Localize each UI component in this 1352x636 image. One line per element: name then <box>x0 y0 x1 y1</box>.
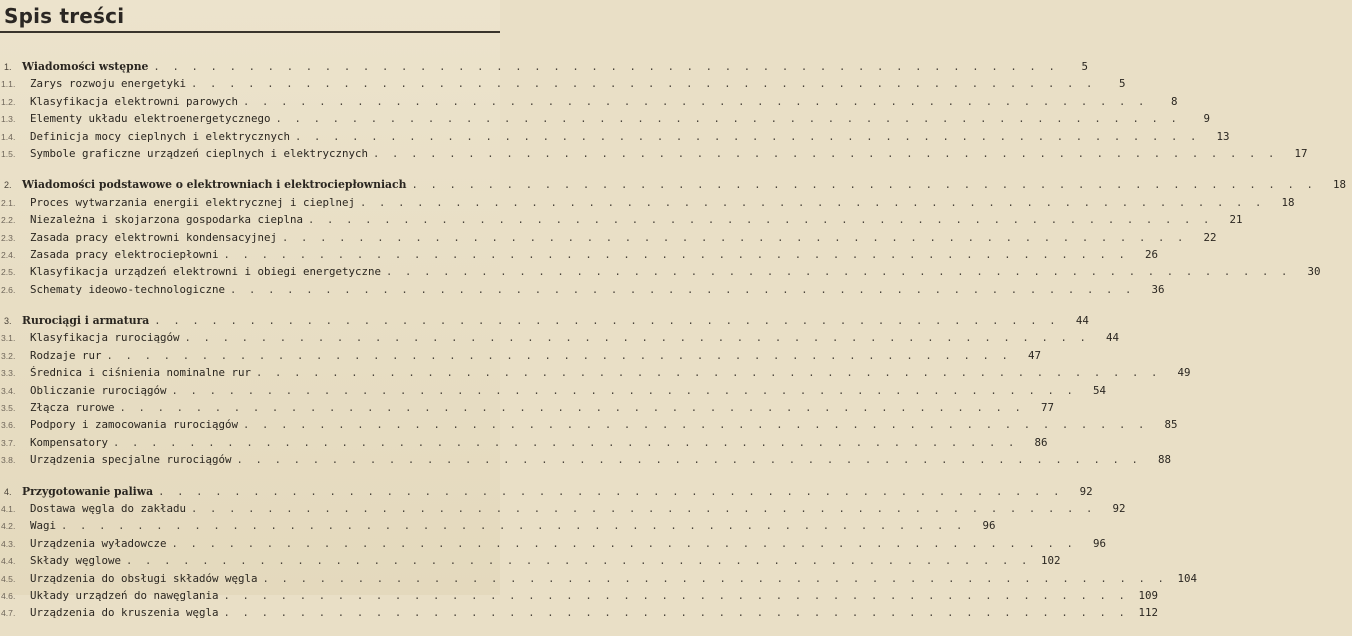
toc-chapter <box>0 58 1308 162</box>
toc-subsection-row <box>0 145 1308 162</box>
page-number: 9 <box>1203 112 1211 126</box>
subsection-number: 3.2. <box>1 350 16 361</box>
toc-subsection-row <box>0 517 996 534</box>
toc-chapter-row <box>0 58 1088 75</box>
toc-subsection-row <box>0 194 1295 211</box>
title-rule <box>0 31 500 33</box>
subsection-title: Zasada pracy elektrowni kondensacyjnej <box>30 230 278 244</box>
subsection-number: 1.4. <box>1 131 16 142</box>
page-number: 17 <box>1294 146 1308 160</box>
dot-leader: . . . . . . . . . . . . . . . . . . . . . . . . . . . . . . . . . . . . . . . . . . . . . . . . <box>230 283 1135 296</box>
subsection-title: Definicja mocy cieplnych i elektrycznych <box>30 129 291 143</box>
page-number: 30 <box>1307 265 1321 279</box>
toc-subsection-row <box>0 552 1061 569</box>
subsection-title: Symbole graficzne urządzeń cieplnych i elektrycznych <box>30 146 369 160</box>
toc-chapter <box>0 483 1198 622</box>
subsection-number: 2.1. <box>1 197 16 208</box>
toc-subsection-row <box>0 434 1048 451</box>
table-of-contents <box>0 58 1347 636</box>
dot-leader: . . . . . . . . . . . . . . . . . . . . . . . . . . . . . . . . . . . . . . . . . . . . . . . . <box>243 95 1148 108</box>
page-number: 109 <box>1138 588 1159 602</box>
subsection-number: 2.2. <box>1 215 16 226</box>
subsection-number: 4.3. <box>1 538 16 549</box>
subsection-number: 4.4. <box>1 556 16 567</box>
page-number: 88 <box>1158 453 1172 467</box>
subsection-title: Obliczanie rurociągów <box>30 383 167 397</box>
toc-subsection-row <box>0 211 1243 228</box>
dot-leader: . . . . . . . . . . . . . . . . . . . . . . . . . . . . . . . . . . . . . . . . . . . . . . . . <box>360 196 1265 209</box>
dot-leader: . . . . . . . . . . . . . . . . . . . . . . . . . . . . . . . . . . . . . . . . . . . . . . . . <box>282 231 1187 244</box>
subsection-title: Rodzaje rur <box>30 348 102 362</box>
chapter-title: Wiadomości wstępne <box>22 60 149 73</box>
page-number: 44 <box>1075 314 1089 328</box>
dot-leader: . . . . . . . . . . . . . . . . . . . . . . . . . . . . . . . . . . . . . . . . . . . . . . . . <box>119 402 1025 415</box>
subsection-number: 2.4. <box>1 249 16 260</box>
page-number: 5 <box>1081 60 1088 73</box>
toc-subsection-row <box>0 110 1211 127</box>
page-number: 26 <box>1145 247 1159 261</box>
dot-leader: . . . . . . . . . . . . . . . . . . . . . . . . . . . . . . . . . . . . . . . . . . . . . . . . <box>243 419 1148 432</box>
page-number: 18 <box>1281 195 1295 209</box>
subsection-number: 4.2. <box>1 521 16 532</box>
subsection-number: 3.7. <box>1 437 16 448</box>
subsection-title: Wagi <box>30 519 57 533</box>
subsection-title: Urządzenia do obsługi składów węgla <box>30 571 258 585</box>
subsection-title: Złącza rurowe <box>30 401 115 415</box>
toc-subsection-row <box>0 500 1126 517</box>
toc-subsection-row <box>0 281 1165 298</box>
subsection-number: 3.4. <box>1 385 16 396</box>
chapter-number: 2. <box>4 180 12 191</box>
subsection-number: 3.5. <box>1 403 16 414</box>
dot-leader: . . . . . . . . . . . . . . . . . . . . . . . . . . . . . . . . . . . . . . . . . . . . . . . . <box>171 537 1077 550</box>
dot-leader: . . . . . . . . . . . . . . . . . . . . . . . . . . . . . . . . . . . . . . . . . . . . . . . . <box>154 315 1059 328</box>
subsection-number: 4.6. <box>1 590 16 601</box>
dot-leader: . . . . . . . . . . . . . . . . . . . . . . . . . . . . . . . . . . . . . . . . . . . . . . . . <box>106 349 1012 362</box>
toc-subsection-row <box>0 570 1198 587</box>
chapter-title: Przygotowanie paliwa <box>22 484 154 498</box>
toc-subsection-row <box>0 399 1055 416</box>
subsection-title: Urządzenia wyładowcze <box>30 536 167 550</box>
dot-leader: . . . . . . . . . . . . . . . . . . . . . . . . . . . . . . . . . . . . . . . . . . . . . . . . <box>191 502 1096 515</box>
dot-leader: . . . . . . . . . . . . . . . . . . . . . . . . . . . . . . . . . . . . . . . . . . . . . . . . <box>184 332 1090 345</box>
toc-chapter <box>0 176 1347 298</box>
subsection-number: 3.6. <box>1 420 16 431</box>
dot-leader: . . . . . . . . . . . . . . . . . . . . . . . . . . . . . . . . . . . . . . . . . . . . . . . . <box>256 367 1161 380</box>
toc-chapter-row <box>0 312 1089 329</box>
subsection-number: 3.1. <box>1 333 16 344</box>
dot-leader: . . . . . . . . . . . . . . . . . . . . . . . . . . . . . . . . . . . . . . . . . . . . . . . . <box>411 179 1317 192</box>
subsection-number: 2.6. <box>1 284 16 295</box>
toc-chapter-row <box>0 176 1347 193</box>
toc-subsection-row <box>0 347 1042 364</box>
chapter-number: 3. <box>4 316 12 327</box>
page-number: 96 <box>1093 536 1107 550</box>
subsection-number: 2.3. <box>1 232 16 243</box>
page-number: 86 <box>1034 435 1048 449</box>
page-number: 102 <box>1041 554 1061 568</box>
subsection-title: Schematy ideowo-technologiczne <box>30 282 226 296</box>
chapter-number: 4. <box>4 486 12 497</box>
dot-leader: . . . . . . . . . . . . . . . . . . . . . . . . . . . . . . . . . . . . . . . . . . . . . . . . <box>126 555 1031 568</box>
toc-subsection-row <box>0 246 1159 263</box>
toc-subsection-row <box>0 382 1107 399</box>
page-number: 104 <box>1177 571 1198 585</box>
subsection-number: 4.1. <box>1 503 16 514</box>
toc-subsection-row <box>0 535 1107 552</box>
subsection-title: Niezależna i skojarzona gospodarka cieplna <box>30 213 304 227</box>
page-number: 77 <box>1041 401 1055 415</box>
subsection-title: Dostawa węgla do zakładu <box>30 501 187 515</box>
toc-subsection-row <box>0 604 1159 621</box>
toc-subsection-row <box>0 128 1230 145</box>
subsection-title: Klasyfikacja elektrowni parowych <box>30 94 239 108</box>
dot-leader: . . . . . . . . . . . . . . . . . . . . . . . . . . . . . . . . . . . . . . . . . . . . . . . . <box>113 436 1018 449</box>
subsection-title: Urządzenia do kruszenia węgla <box>30 606 219 620</box>
dot-leader: . . . . . . . . . . . . . . . . . . . . . . . . . . . . . . . . . . . . . . . . . . . . . . . . <box>275 113 1181 126</box>
subsection-title: Składy węglowe <box>30 554 122 568</box>
subsection-title: Elementy układu elektroenergetycznego <box>30 112 271 126</box>
subsection-title: Układy urządzeń do nawęglania <box>30 588 219 602</box>
toc-chapter <box>0 312 1191 469</box>
toc-subsection-row <box>0 263 1321 280</box>
toc-subsection-row <box>0 416 1178 433</box>
subsection-title: Proces wytwarzania energii elektrycznej i cieplnej <box>30 195 356 209</box>
subsection-number: 1.5. <box>1 148 16 159</box>
page-number: 36 <box>1151 282 1165 296</box>
subsection-title: Zasada pracy elektrociepłowni <box>30 247 219 261</box>
dot-leader: . . . . . . . . . . . . . . . . . . . . . . . . . . . . . . . . . . . . . . . . . . . . . . . . <box>61 520 966 533</box>
dot-leader: . . . . . . . . . . . . . . . . . . . . . . . . . . . . . . . . . . . . . . . . . . . . . . . . <box>308 214 1213 227</box>
page-number: 21 <box>1229 213 1243 227</box>
toc-subsection-row <box>0 329 1120 346</box>
chapter-number: 1. <box>4 62 12 72</box>
dot-leader: . . . . . . . . . . . . . . . . . . . . . . . . . . . . . . . . . . . . . . . . . . . . . . . . <box>171 384 1077 397</box>
subsection-title: Średnica i ciśnienia nominalne rur <box>30 366 252 380</box>
subsection-title: Podpory i zamocowania rurociągów <box>30 418 239 432</box>
page-number: 49 <box>1177 366 1191 380</box>
subsection-number: 4.7. <box>1 608 16 619</box>
subsection-number: 1.3. <box>1 114 16 125</box>
dot-leader: . . . . . . . . . . . . . . . . . . . . . . . . . . . . . . . . . . . . . . . . . . . . . . . . <box>191 78 1096 91</box>
subsection-title: Klasyfikacja rurociągów <box>30 331 180 345</box>
page-number: 54 <box>1093 383 1107 397</box>
dot-leader: . . . . . . . . . . . . . . . . . . . . . . . . . . . . . . . . . . . . . . . . . . . . . . . . <box>223 589 1129 602</box>
page-number: 5 <box>1119 77 1126 91</box>
dot-leader: . . . . . . . . . . . . . . . . . . . . . . . . . . . . . . . . . . . . . . . . . . . . . . . . <box>223 248 1129 261</box>
dot-leader: . . . . . . . . . . . . . . . . . . . . . . . . . . . . . . . . . . . . . . . . . . . . . . . . <box>386 266 1291 279</box>
page-number: 47 <box>1028 348 1042 362</box>
subsection-number: 3.3. <box>1 368 16 379</box>
page-number: 96 <box>982 519 996 533</box>
chapter-title: Wiadomości podstawowe o elektrowniach i elektrociepłowniach <box>22 178 407 192</box>
subsection-title: Klasyfikacja urządzeń elektrowni i obiegi energetyczne <box>30 265 382 279</box>
subsection-title: Urządzenia specjalne rurociągów <box>30 453 232 467</box>
toc-subsection-row <box>0 364 1191 381</box>
page-number: 13 <box>1216 129 1230 143</box>
dot-leader: . . . . . . . . . . . . . . . . . . . . . . . . . . . . . . . . . . . . . . . . . . . . . . . . <box>223 607 1129 620</box>
page-number: 18 <box>1333 178 1347 192</box>
subsection-number: 3.8. <box>1 455 16 466</box>
subsection-number: 2.5. <box>1 267 16 278</box>
page-number: 92 <box>1112 501 1126 515</box>
page-number: 22 <box>1203 230 1217 244</box>
subsection-title: Kompensatory <box>30 435 109 449</box>
subsection-number: 1.1. <box>1 79 16 90</box>
toc-subsection-row <box>0 93 1178 110</box>
dot-leader: . . . . . . . . . . . . . . . . . . . . . . . . . . . . . . . . . . . . . . . . . . . . . . . . <box>295 130 1200 143</box>
page-number: 8 <box>1171 94 1178 108</box>
dot-leader: . . . . . . . . . . . . . . . . . . . . . . . . . . . . . . . . . . . . . . . . . . . . . . . . <box>262 572 1168 585</box>
toc-subsection-row <box>0 229 1217 246</box>
dot-leader: . . . . . . . . . . . . . . . . . . . . . . . . . . . . . . . . . . . . . . . . . . . . . . . . <box>236 454 1142 467</box>
toc-subsection-row <box>0 75 1126 92</box>
chapter-title: Rurociągi i armatura <box>22 314 150 328</box>
page-number: 92 <box>1079 484 1093 498</box>
subsection-number: 1.2. <box>1 96 16 107</box>
dot-leader: . . . . . . . . . . . . . . . . . . . . . . . . . . . . . . . . . . . . . . . . . . . . . . . . <box>373 147 1278 160</box>
dot-leader: . . . . . . . . . . . . . . . . . . . . . . . . . . . . . . . . . . . . . . . . . . . . . . . . <box>153 61 1058 73</box>
dot-leader: . . . . . . . . . . . . . . . . . . . . . . . . . . . . . . . . . . . . . . . . . . . . . . . . <box>158 485 1063 498</box>
page-title: Spis treści <box>4 4 125 28</box>
toc-subsection-row <box>0 451 1172 468</box>
page-number: 44 <box>1106 331 1120 345</box>
subsection-title: Zarys rozwoju energetyki <box>30 77 187 91</box>
page-number: 112 <box>1138 606 1159 620</box>
toc-subsection-row <box>0 587 1159 604</box>
toc-chapter-row <box>0 483 1093 500</box>
subsection-number: 4.5. <box>1 573 16 584</box>
page-number: 85 <box>1164 418 1178 432</box>
